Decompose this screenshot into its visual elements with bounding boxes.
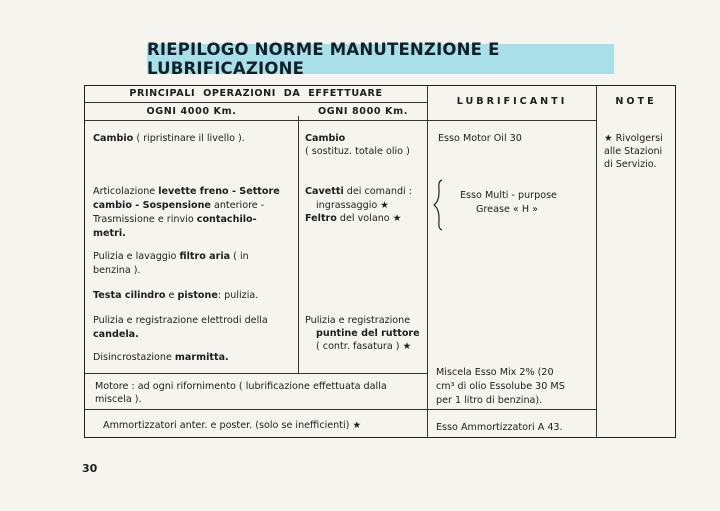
- op-cambio-livello: Cambio ( ripristinare il livello ).: [93, 133, 245, 144]
- lub-motor-oil: Esso Motor Oil 30: [438, 133, 522, 144]
- divider: [427, 86, 428, 437]
- note-l3: di Servizio.: [604, 159, 657, 170]
- header-ogni-8000: OGNI 8000 Km.: [318, 106, 408, 117]
- header-lubrificanti: LUBRIFICANTI: [456, 96, 568, 107]
- page-number: 30: [82, 462, 98, 475]
- op-articolazione-l1: Articolazione levette freno - Settore: [93, 186, 280, 197]
- divider: [85, 120, 596, 121]
- op8000-cambio-l1: Cambio: [305, 133, 346, 144]
- op-marmitta: Disincrostazione marmitta.: [93, 352, 229, 363]
- op-candela-l2: candela.: [93, 329, 139, 340]
- op-filtro-aria-l2: benzina ).: [93, 265, 141, 276]
- op-testa-cilindro: Testa cilindro e pistone: pulizia.: [93, 290, 259, 301]
- page-title: RIEPILOGO NORME MANUTENZIONE E LUBRIFICAZIONE: [147, 44, 614, 74]
- op8000-cavetti-l1: Cavetti dei comandi :: [305, 186, 412, 197]
- op-articolazione-l2: cambio - Sospensione anteriore -: [93, 200, 265, 211]
- op8000-cavetti-l2: ingrassaggio ★: [316, 200, 389, 211]
- op8000-feltro: Feltro del volano ★: [305, 213, 402, 224]
- lub-grease-l1: Esso Multi - purpose: [460, 190, 557, 201]
- motore-l2: miscela ).: [95, 394, 142, 405]
- op-articolazione-l4: metri.: [93, 228, 126, 239]
- brace-icon: [433, 179, 445, 231]
- note-l1: ★ Rivolgersi: [604, 133, 663, 144]
- op-articolazione-l3: Trasmissione e rinvio contachilo-: [93, 214, 257, 225]
- divider: [298, 116, 299, 373]
- op8000-puntine-l2: puntine del ruttore: [316, 328, 420, 339]
- header-principali: PRINCIPALI OPERAZIONI DA EFFETTUARE: [129, 88, 383, 99]
- op-filtro-aria-l1: Pulizia e lavaggio filtro aria ( in: [93, 251, 249, 262]
- header-ogni-4000: OGNI 4000 Km.: [146, 106, 237, 117]
- header-note: NOTE: [615, 96, 657, 107]
- ammortizzatori-row: Ammortizzatori anter. e poster. (solo se inefficienti) ★: [103, 420, 362, 431]
- lub-grease-l2: Grease « H »: [476, 204, 538, 215]
- divider: [85, 102, 427, 103]
- op8000-cambio-l2: ( sostituz. totale olio ): [305, 146, 410, 157]
- lub-miscela-l1: Miscela Esso Mix 2% (20: [436, 367, 554, 378]
- note-l2: alle Stazioni: [604, 146, 663, 157]
- op-candela-l1: Pulizia e registrazione elettrodi della: [93, 315, 268, 326]
- op8000-puntine-l3: ( contr. fasatura ) ★: [316, 341, 412, 352]
- divider: [596, 86, 597, 437]
- lub-miscela-l2: cm³ di olio Essolube 30 MS: [436, 381, 565, 392]
- lub-ammortizzatori: Esso Ammortizzatori A 43.: [436, 422, 563, 433]
- divider: [85, 409, 596, 410]
- motore-l1: Motore : ad ogni rifornimento ( lubrificazione effettuata dalla: [95, 381, 387, 392]
- divider: [85, 373, 427, 374]
- op8000-puntine-l1: Pulizia e registrazione: [305, 315, 411, 326]
- lub-miscela-l3: per 1 litro di benzina).: [436, 395, 543, 406]
